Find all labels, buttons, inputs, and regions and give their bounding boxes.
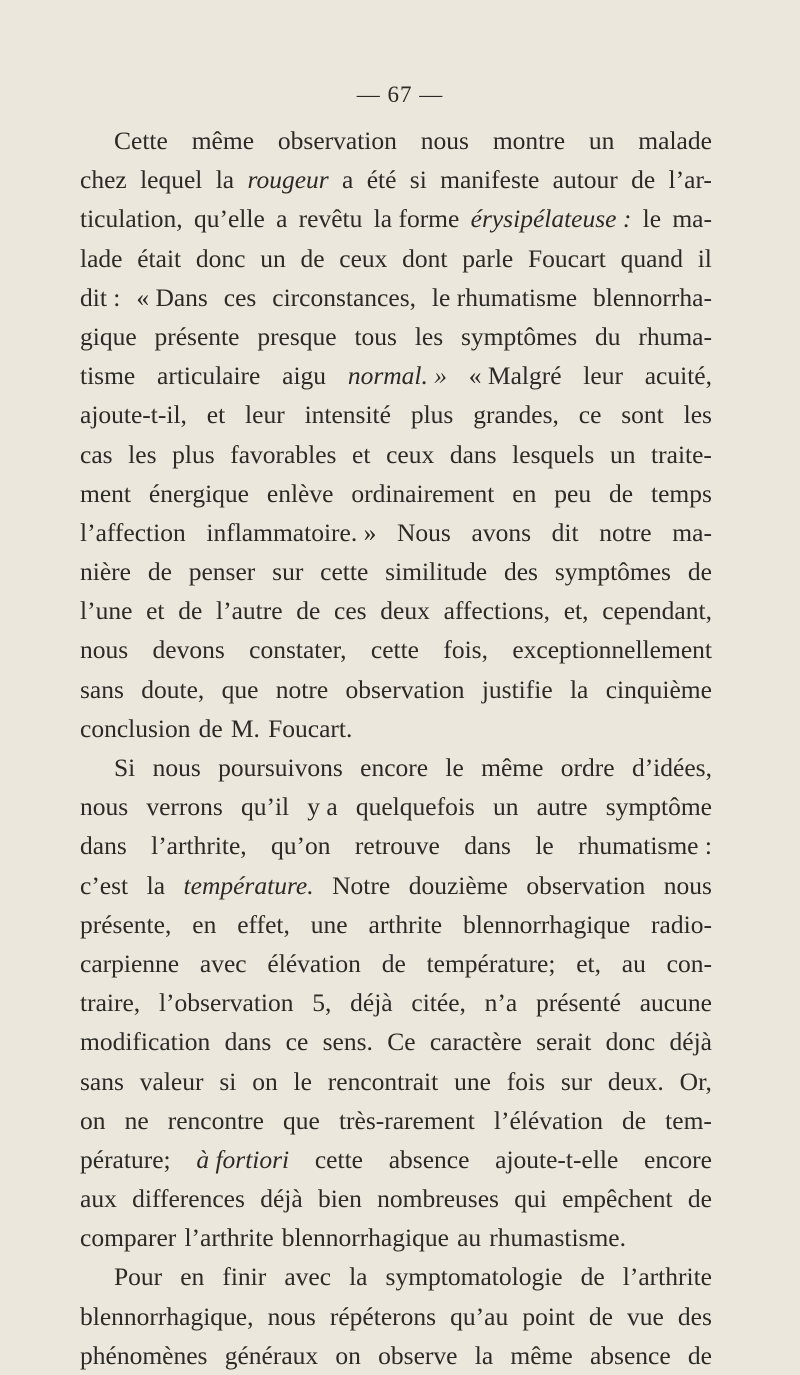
- word: des: [677, 1301, 712, 1331]
- word: point: [522, 1301, 575, 1331]
- word: notre: [275, 674, 329, 704]
- word: en: [512, 478, 537, 508]
- word: dans: [80, 831, 127, 861]
- word: une: [310, 909, 348, 939]
- word: qui: [514, 1184, 547, 1214]
- word: un: [260, 243, 286, 273]
- word: nous: [663, 870, 712, 900]
- word: symptômes: [461, 321, 578, 351]
- word: même: [481, 753, 544, 782]
- word: même: [191, 126, 255, 155]
- word: Foucart.: [268, 713, 353, 743]
- word: la: [569, 674, 589, 704]
- word: parle: [462, 243, 514, 273]
- word: on: [252, 1066, 278, 1096]
- word: vue: [627, 1301, 664, 1331]
- word: finir: [222, 1262, 267, 1292]
- word: déjà: [669, 1027, 712, 1057]
- italic-word: érysipélateuse :: [470, 204, 632, 234]
- word: observe: [378, 1340, 458, 1370]
- word: ce: [285, 1027, 309, 1057]
- word: il: [697, 243, 712, 273]
- word: au: [457, 1223, 482, 1253]
- word: avec: [284, 1262, 332, 1292]
- italic-word: à fortiori: [196, 1144, 290, 1174]
- word: temps: [650, 478, 712, 508]
- text-line: [80, 435, 712, 474]
- word: n’a: [484, 988, 518, 1018]
- word: le rhumatisme: [431, 282, 578, 312]
- word: revêtu: [298, 204, 363, 234]
- word: poursuivons: [218, 753, 343, 782]
- word: et,: [576, 948, 601, 978]
- text-line: [80, 709, 712, 748]
- word: montre: [492, 126, 566, 155]
- word: exceptionnellement: [512, 635, 712, 665]
- word: Cette: [114, 126, 168, 155]
- word: température;: [426, 948, 556, 978]
- word: douzième: [408, 870, 508, 900]
- word: ordre: [560, 753, 615, 782]
- word: ordinairement: [351, 478, 495, 508]
- word: en: [192, 909, 217, 939]
- word: « Malgré: [468, 361, 562, 391]
- word: observation: [526, 870, 646, 900]
- word: symptômes: [554, 557, 671, 587]
- text-line: [80, 395, 712, 434]
- word: conclusion: [80, 713, 191, 743]
- word: avec: [199, 948, 247, 978]
- word: ticulation,: [80, 204, 183, 234]
- text-line: [80, 199, 712, 238]
- word: y a: [307, 792, 338, 822]
- word: arthrite: [368, 909, 443, 939]
- word: de: [381, 948, 406, 978]
- word: l’élévation: [493, 1105, 603, 1135]
- word: radio-: [651, 909, 712, 939]
- text-line: [80, 1022, 712, 1061]
- word: phénomènes: [80, 1340, 208, 1370]
- word: répéterons: [329, 1301, 437, 1331]
- word: on: [80, 1105, 106, 1135]
- word: circonstances,: [272, 282, 416, 312]
- word: autre: [536, 792, 588, 822]
- word: observation: [345, 674, 465, 704]
- word: qu’on: [271, 831, 331, 861]
- word: comparer: [80, 1223, 177, 1253]
- word: tem-: [665, 1105, 712, 1135]
- word: encore: [360, 753, 429, 782]
- word: de: [296, 596, 321, 626]
- word: lesquels: [512, 439, 595, 469]
- word: c’est: [80, 870, 129, 900]
- word: cas: [80, 439, 113, 469]
- word: et: [146, 596, 165, 626]
- word: absence: [589, 1340, 671, 1370]
- word: ces: [334, 596, 367, 626]
- word: dans: [449, 439, 497, 469]
- word: au: [621, 948, 646, 978]
- word: déjà: [260, 1184, 303, 1214]
- text-line: [80, 1218, 712, 1257]
- word: l’arthrite: [622, 1262, 712, 1292]
- word: dont: [402, 243, 448, 273]
- word: ment: [80, 478, 131, 508]
- word: donc: [195, 243, 246, 273]
- italic-word: normal. »: [347, 361, 447, 391]
- word: ces: [223, 282, 257, 312]
- word: blennorrha-: [593, 282, 712, 312]
- word: de: [300, 243, 325, 273]
- word: plus: [172, 439, 215, 469]
- word: de: [580, 1262, 605, 1292]
- word: caractère: [429, 1027, 522, 1057]
- word: dans: [224, 1027, 272, 1057]
- word: la: [349, 1262, 368, 1292]
- word: les: [414, 321, 444, 351]
- text-line: [80, 826, 712, 865]
- word: nière: [80, 557, 131, 587]
- word: observation: [277, 126, 397, 155]
- word: de: [178, 596, 203, 626]
- text-line: [80, 1179, 712, 1218]
- text-line: [80, 552, 712, 591]
- word: l’arthrite,: [151, 831, 247, 861]
- word: doute,: [141, 674, 205, 704]
- word: si: [409, 165, 427, 195]
- word: sur: [560, 1066, 593, 1096]
- italic-word: rougeur: [247, 165, 329, 195]
- word: qu’il: [240, 792, 290, 822]
- word: quand: [620, 243, 683, 273]
- word: de: [631, 165, 656, 195]
- word: bien: [317, 1184, 362, 1214]
- word: citée,: [411, 988, 466, 1018]
- word: nous: [420, 126, 469, 155]
- word: le: [293, 1066, 312, 1096]
- word: enlève: [266, 478, 334, 508]
- word: nous: [80, 792, 129, 822]
- word: grandes,: [473, 400, 559, 430]
- word: l’ar-: [668, 165, 712, 195]
- word: malade: [638, 126, 712, 155]
- word: la: [474, 1340, 494, 1370]
- text-line: [80, 748, 712, 787]
- word: rhumatisme :: [578, 831, 712, 861]
- word: peu: [554, 478, 592, 508]
- word: dans: [464, 831, 511, 861]
- word: sans: [80, 1066, 124, 1096]
- text-line: [80, 1257, 712, 1296]
- page-number: — 67 —: [356, 82, 444, 107]
- word: des: [503, 557, 538, 587]
- word: énergique: [148, 478, 249, 508]
- word: d’idées,: [631, 753, 712, 782]
- word: élévation: [267, 948, 361, 978]
- word: favorables: [230, 439, 337, 469]
- word: encore: [644, 1144, 712, 1174]
- word: « Dans: [136, 282, 208, 312]
- word: nous: [152, 753, 201, 782]
- word: effet,: [237, 909, 290, 939]
- word: rhuma-: [638, 321, 712, 351]
- word: gique: [80, 321, 137, 351]
- word: déjà: [350, 988, 393, 1018]
- word: carpienne: [80, 948, 180, 978]
- word: très-rarement: [338, 1105, 475, 1135]
- word: valeur: [139, 1066, 204, 1096]
- word: penser: [188, 557, 256, 587]
- word: aigu: [282, 361, 327, 391]
- text-line: [80, 1336, 712, 1375]
- word: a: [276, 204, 288, 234]
- word: ceux: [386, 439, 435, 469]
- word: les: [683, 400, 712, 430]
- word: acuité,: [644, 361, 712, 391]
- word: l’observation: [158, 988, 294, 1018]
- word: la: [146, 870, 166, 900]
- word: pérature;: [80, 1144, 171, 1174]
- word: leur: [583, 361, 623, 391]
- word: que: [283, 1105, 320, 1135]
- word: verrons: [146, 792, 223, 822]
- word: été: [366, 165, 397, 195]
- word: absence: [388, 1144, 470, 1174]
- word: blennorrhagique: [463, 909, 631, 939]
- word: ajoute-t-elle: [495, 1144, 619, 1174]
- word: aucune: [639, 988, 712, 1018]
- word: tous: [354, 321, 397, 351]
- word: chez: [80, 165, 127, 195]
- word: qu’elle: [193, 204, 265, 234]
- text-line: [80, 317, 712, 356]
- text-line: [80, 278, 712, 317]
- word: avons: [471, 517, 531, 547]
- word: dit: [551, 517, 579, 547]
- word: traite-: [651, 439, 712, 469]
- word: symptôme: [605, 792, 712, 822]
- word: dit :: [80, 282, 121, 312]
- text-line: [80, 1140, 712, 1179]
- word: ma-: [672, 204, 712, 234]
- word: la forme: [373, 204, 460, 234]
- word: rencontrait: [327, 1066, 439, 1096]
- word: similitude: [385, 557, 488, 587]
- word: affections,: [443, 596, 551, 626]
- word: on: [335, 1340, 361, 1370]
- word: sont: [621, 400, 664, 430]
- word: généraux: [224, 1340, 319, 1370]
- word: de: [609, 478, 634, 508]
- word: rencontre: [167, 1105, 264, 1135]
- text-line: [80, 905, 712, 944]
- word: traire,: [80, 988, 141, 1018]
- text-line: [80, 121, 712, 160]
- word: présente,: [80, 909, 172, 939]
- word: et: [206, 400, 226, 430]
- word: et,: [563, 596, 589, 626]
- word: M.: [230, 713, 260, 743]
- word: ne: [124, 1105, 149, 1135]
- text-line: [80, 983, 712, 1022]
- word: de: [687, 557, 712, 587]
- word: Pour: [114, 1262, 163, 1292]
- text-line: [80, 866, 712, 905]
- word: autour: [552, 165, 618, 195]
- word: manifeste: [440, 165, 540, 195]
- word: le: [642, 204, 662, 234]
- word: presque: [257, 321, 337, 351]
- word: Nous: [397, 517, 451, 547]
- word: 5,: [312, 988, 332, 1018]
- word: de: [687, 1184, 712, 1214]
- word: plus: [410, 400, 454, 430]
- word: Si: [114, 753, 136, 782]
- word: blennorrhagique,: [80, 1301, 254, 1331]
- word: nous: [267, 1301, 316, 1331]
- word: de: [198, 713, 223, 743]
- word: nous: [80, 635, 129, 665]
- word: lequel: [140, 165, 203, 195]
- word: si: [219, 1066, 237, 1096]
- word: donc: [605, 1027, 656, 1057]
- word: blennorrhagique: [281, 1223, 449, 1253]
- word: differences: [132, 1184, 245, 1214]
- word: cette: [320, 557, 369, 587]
- word: cependant,: [602, 596, 712, 626]
- word: aux: [80, 1184, 117, 1214]
- word: con-: [666, 948, 712, 978]
- word: l’autre: [216, 596, 283, 626]
- text-line: [80, 670, 712, 709]
- word: qu’au: [450, 1301, 509, 1331]
- word: présenté: [536, 988, 621, 1018]
- word: que: [221, 674, 259, 704]
- text-line: [80, 239, 712, 278]
- word: sur: [272, 557, 304, 587]
- word: empêchent: [562, 1184, 673, 1214]
- word: quelquefois: [355, 792, 475, 822]
- word: Notre: [332, 870, 391, 900]
- word: fois,: [443, 635, 488, 665]
- text-line: [80, 630, 712, 669]
- word: ceux: [339, 243, 388, 273]
- word: de: [588, 1301, 613, 1331]
- word: tisme: [80, 361, 136, 391]
- text-line: [80, 513, 712, 552]
- body-text: [80, 121, 712, 1375]
- word: constater,: [249, 635, 347, 665]
- word: l’arthrite: [184, 1223, 274, 1253]
- word: était: [137, 243, 182, 273]
- word: ma-: [672, 517, 712, 547]
- text-line: [80, 160, 712, 199]
- word: Ce: [387, 1027, 416, 1057]
- word: symptomatologie: [385, 1262, 563, 1292]
- word: la: [215, 165, 235, 195]
- word: cette: [370, 635, 419, 665]
- word: lade: [80, 243, 123, 273]
- word: le: [535, 831, 554, 861]
- word: articulaire: [157, 361, 261, 391]
- word: un: [609, 439, 636, 469]
- word: ce: [578, 400, 602, 430]
- text-line: [80, 474, 712, 513]
- text-line: [80, 1297, 712, 1336]
- word: a: [342, 165, 354, 195]
- word: Or,: [679, 1066, 712, 1096]
- word: cette: [314, 1144, 363, 1174]
- text-line: [80, 356, 712, 395]
- word: justifie: [481, 674, 553, 704]
- word: une: [454, 1066, 491, 1096]
- word: même: [510, 1340, 573, 1370]
- word: de: [147, 557, 172, 587]
- word: de: [687, 1340, 712, 1370]
- text-line: [80, 1062, 712, 1101]
- word: serait: [536, 1027, 592, 1057]
- word: un: [588, 126, 615, 155]
- word: fois: [506, 1066, 545, 1096]
- word: ajoute-t-il,: [80, 400, 187, 430]
- word: présente: [154, 321, 240, 351]
- word: le: [445, 753, 464, 782]
- word: intensité: [304, 400, 391, 430]
- text-line: [80, 944, 712, 983]
- italic-word: température.: [183, 870, 314, 900]
- text-line: [80, 787, 712, 826]
- word: retrouve: [354, 831, 440, 861]
- word: notre: [599, 517, 652, 547]
- word: les: [128, 439, 157, 469]
- word: un: [492, 792, 519, 822]
- word: nombreuses: [377, 1184, 499, 1214]
- word: inflammatoire. »: [206, 517, 377, 547]
- word: sans: [80, 674, 124, 704]
- word: cinquième: [605, 674, 712, 704]
- word: l’une: [80, 596, 133, 626]
- word: de: [622, 1105, 647, 1135]
- word: devons: [152, 635, 225, 665]
- word: deux: [380, 596, 430, 626]
- text-line: [80, 591, 712, 630]
- word: Foucart: [527, 243, 606, 273]
- word: leur: [245, 400, 285, 430]
- word: l’affection: [80, 517, 186, 547]
- word: du: [595, 321, 621, 351]
- word: deux.: [607, 1066, 664, 1096]
- text-line: [80, 1101, 712, 1140]
- word: sens.: [322, 1027, 373, 1057]
- word: et: [352, 439, 371, 469]
- word: en: [180, 1262, 205, 1292]
- word: modification: [80, 1027, 211, 1057]
- word: rhumastisme.: [489, 1223, 626, 1253]
